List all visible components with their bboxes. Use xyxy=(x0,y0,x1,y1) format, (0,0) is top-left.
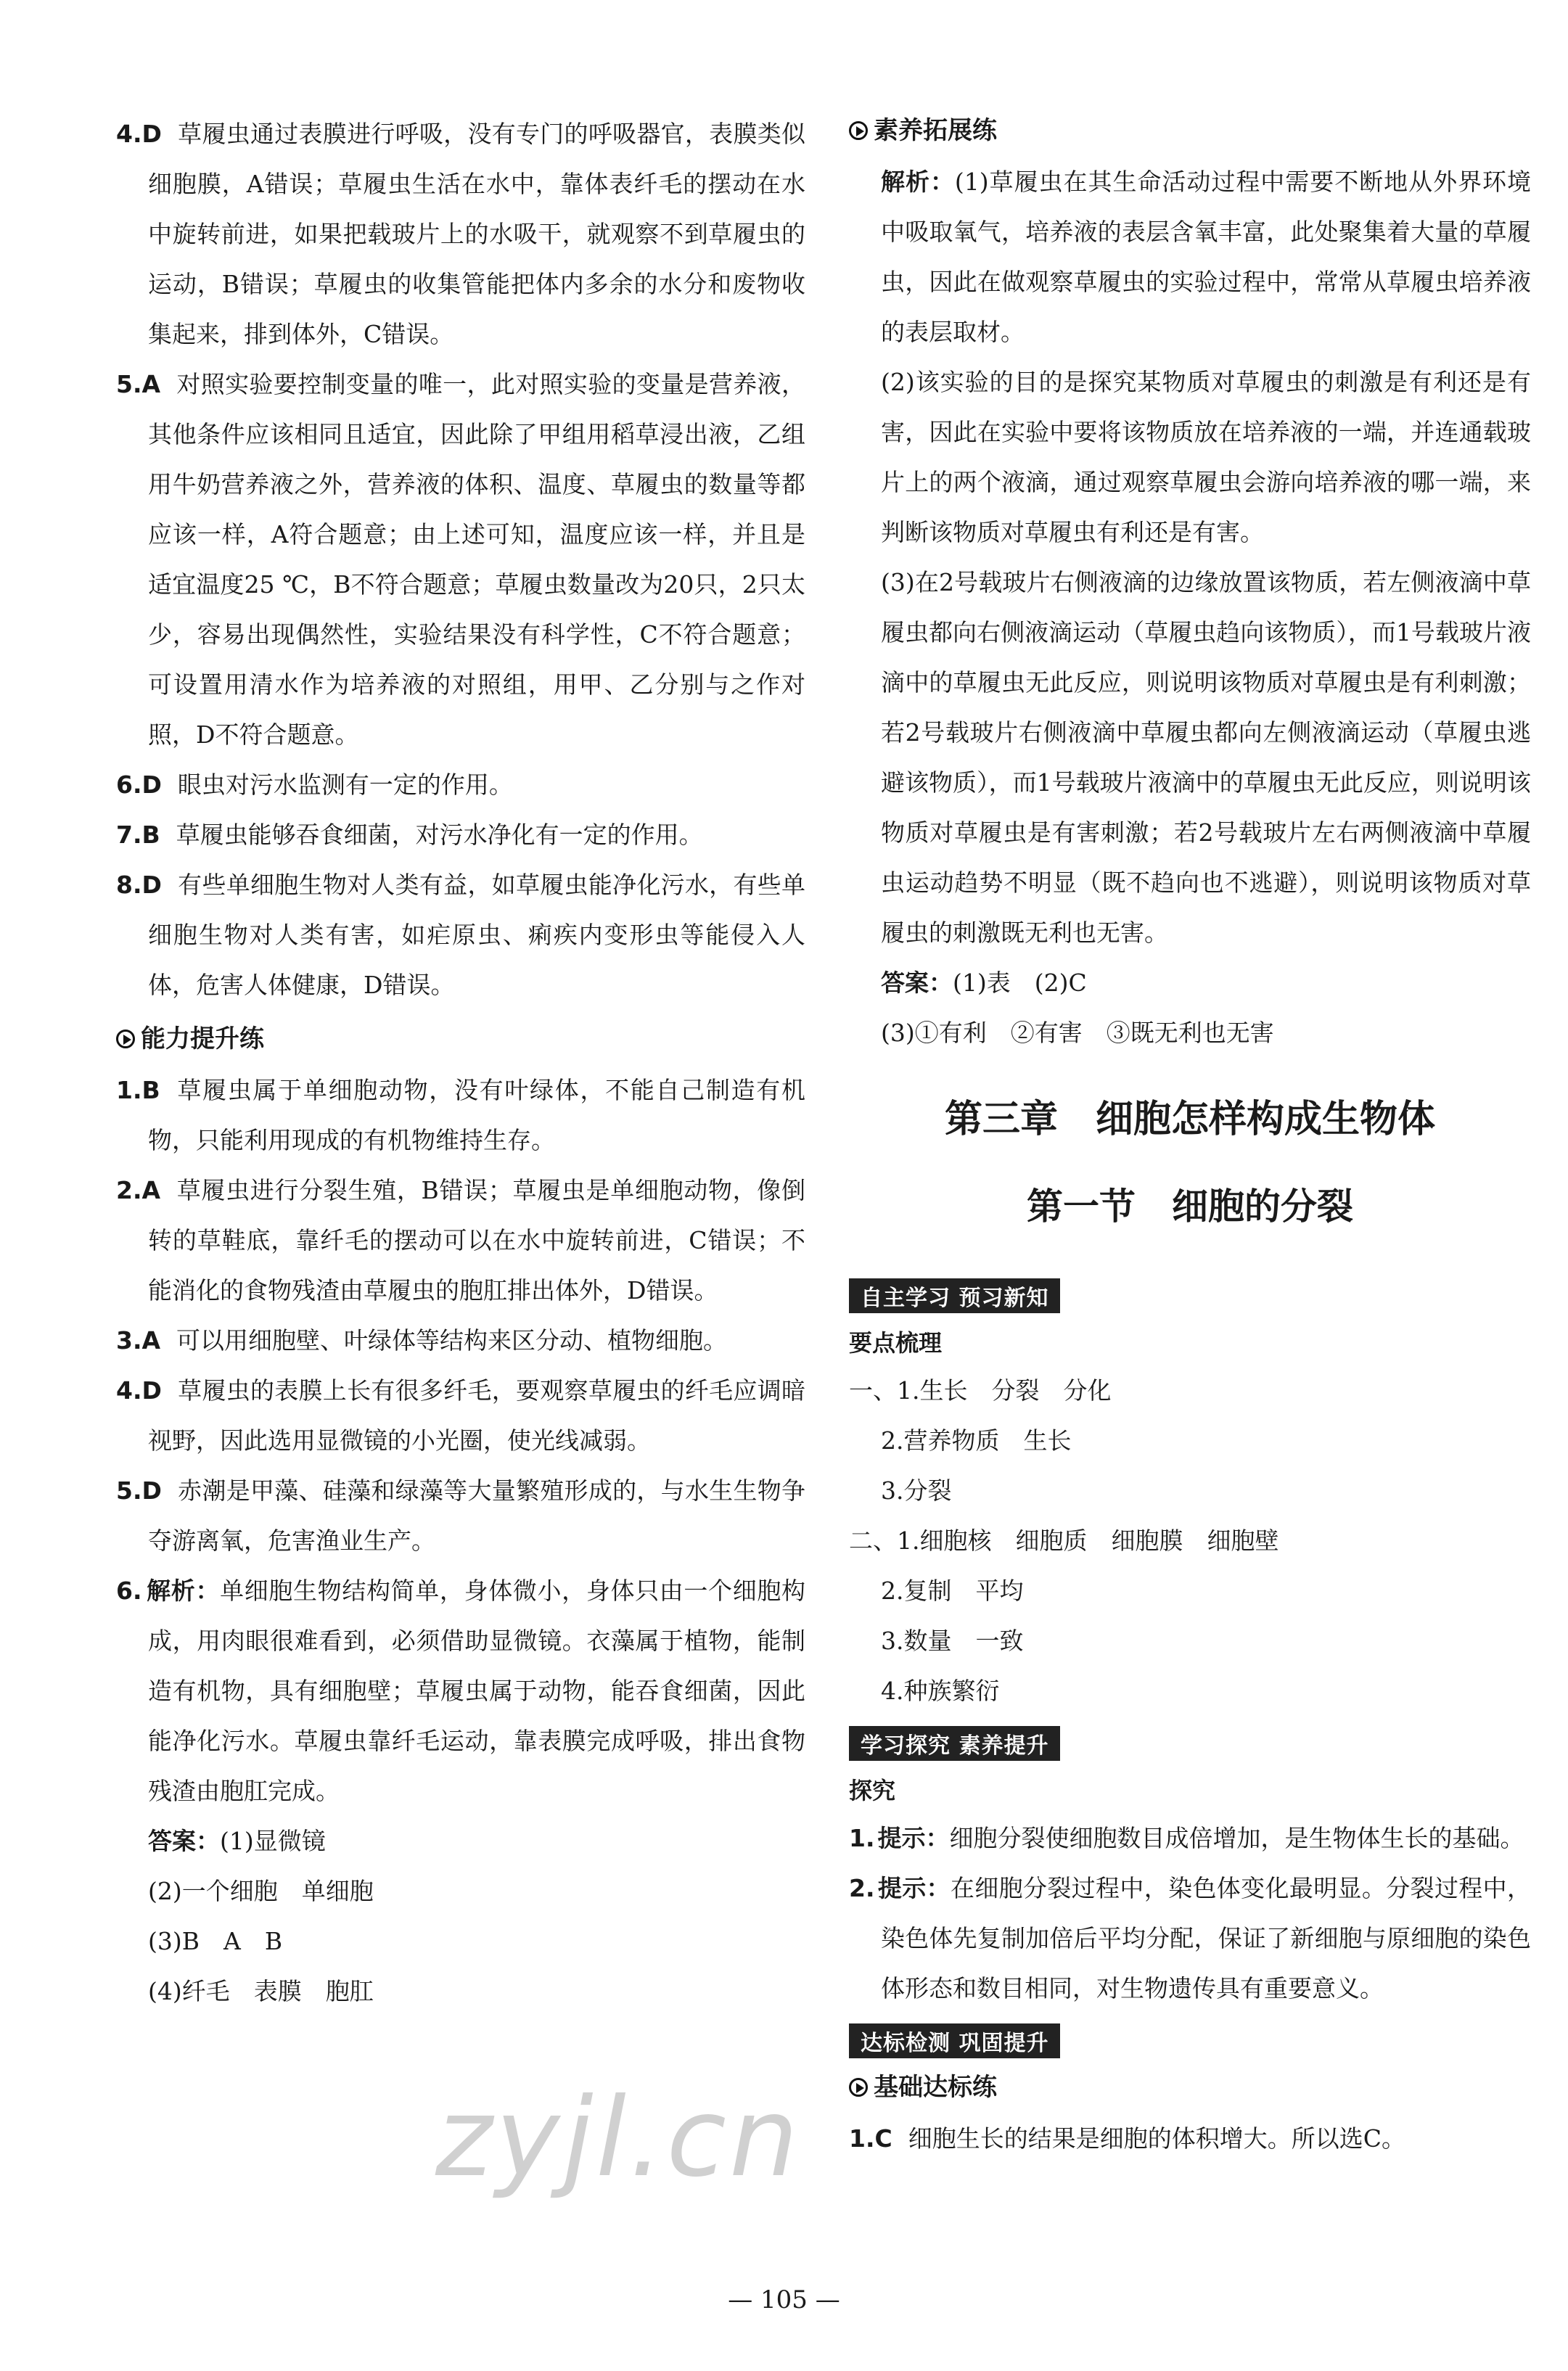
answer-item: 5.D 赤潮是甲藻、硅藻和绿藻等大量繁殖形成的，与水生生物争夺游离氧，危害渔业生产。 xyxy=(116,1476,805,1555)
list-item: 2.营养物质 生长 xyxy=(881,1426,1072,1455)
watermark: zyjl.cn xyxy=(435,2075,802,2201)
left-column xyxy=(116,109,805,2016)
answer-item: 6. 解析：单细胞生物结构简单，身体微小，身体只由一个细胞构成，用肉眼很难看到，必须借助显微镜。衣藻属于植物，能制造有机物，具有细胞壁；草履虫属于动物，能吞食细菌，因此能净化污水。草履虫靠纤毛运动，靠表膜完成呼吸，排出食物残渣由胞肛完成。 xyxy=(116,1577,806,1805)
section-heading: 能力提升练 xyxy=(116,1017,805,1061)
subheading: 探究 xyxy=(849,1777,896,1804)
answer-item: 3.A 可以用细胞壁、叶绿体等结构来区分动、植物细胞。 xyxy=(116,1326,728,1355)
section-title: 第一节 细胞的分裂 xyxy=(1027,1186,1353,1228)
section-heading: 素养拓展练 xyxy=(849,109,1531,152)
list-item: 2.复制 平均 xyxy=(881,1577,1024,1605)
answer-item: 5.A 对照实验要控制变量的唯一，此对照实验的变量是营养液，其他条件应该相同且适宜，因此除了甲组用稻草浸出液，乙组用牛奶营养液之外，营养液的体积、温度、草履虫的数量等都应该一样，A符合题意；由上述可知，温度应该一样，并且是适宜温度25 ℃，B不符合题意；草履虫数量改为20只，2只太少，容易出现偶然性，实验结果没有科学性，C不符合题意；可设置用清水作为培养液的对照组，用甲、乙分别与之作对照，D不符合题意。 xyxy=(116,370,805,749)
play-circle-icon xyxy=(849,121,868,140)
list-item: 二、1.细胞核 细胞质 细胞膜 细胞壁 xyxy=(849,1526,1279,1555)
answer-item: 6.D 眼虫对污水监测有一定的作用。 xyxy=(116,771,513,799)
answer-item: 4.D 草履虫的表膜上长有很多纤毛，要观察草履虫的纤毛应调暗视野，因此选用显微镜的小光圈，使光线减弱。 xyxy=(116,1376,805,1455)
banner-label: 学习探究 素养提升 xyxy=(849,1726,1060,1761)
list-item: 一、1.生长 分裂 分化 xyxy=(849,1376,1112,1405)
answer-item: 7.B 草履虫能够吞食细菌，对污水净化有一定的作用。 xyxy=(116,821,703,849)
list-item: 4.种族繁衍 xyxy=(881,1677,1000,1705)
answer-line: (3)B A B xyxy=(148,1927,283,1955)
section-heading: 基础达标练 xyxy=(849,2066,1531,2109)
answer-item: 1.B 草履虫属于单细胞动物，没有叶绿体，不能自己制造有机物，只能利用现成的有机物维持生存。 xyxy=(116,1076,805,1154)
answer-line: (3)①有利 ②有害 ③既无利也无害 xyxy=(881,1019,1274,1047)
analysis-paragraph: (2)该实验的目的是探究某物质对草履虫的刺激是有利还是有害，因此在实验中要将该物质放在培养液的一端，并连通载玻片上的两个液滴，通过观察草履虫会游向培养液的哪一端，来判断该物质对草履虫有利还是有害。 xyxy=(881,368,1531,546)
answer-line: 答案：(1)显微镜 xyxy=(148,1827,326,1855)
answer-line: (2)一个细胞 单细胞 xyxy=(148,1877,374,1905)
answer-line: (4)纤毛 表膜 胞肛 xyxy=(148,1977,374,2005)
play-circle-icon xyxy=(849,2078,868,2097)
answer-item: 8.D 有些单细胞生物对人类有益，如草履虫能净化污水，有些单细胞生物对人类有害，如疟原虫、痢疾内变形虫等能侵入人体，危害人体健康，D错误。 xyxy=(116,871,805,999)
hint-item: 2. 提示：在细胞分裂过程中，染色体变化最明显。分裂过程中，染色体先复制加倍后平均分配，保证了新细胞与原细胞的染色体形态和数目相同，对生物遗传具有重要意义。 xyxy=(849,1874,1532,2002)
play-circle-icon xyxy=(116,1030,135,1048)
banner-label: 自主学习 预习新知 xyxy=(849,1278,1060,1313)
analysis-paragraph: 解析：(1)草履虫在其生命活动过程中需要不断地从外界环境中吸取氧气，培养液的表层含氧丰富，此处聚集着大量的草履虫，因此在做观察草履虫的实验过程中，常常从草履虫培养液的表层取材。 xyxy=(881,168,1532,346)
answer-item: 2.A 草履虫进行分裂生殖，B错误；草履虫是单细胞动物，像倒转的草鞋底，靠纤毛的摆动可以在水中旋转前进，C错误；不能消化的食物残渣由草履虫的胞肛排出体外，D错误。 xyxy=(116,1176,805,1304)
list-item: 3.分裂 xyxy=(881,1476,952,1505)
hint-item: 1. 提示：细胞分裂使细胞数目成倍增加，是生物体生长的基础。 xyxy=(849,1824,1524,1852)
right-column xyxy=(849,109,1531,2164)
answer-line: 答案：(1)表 (2)C xyxy=(881,969,1087,997)
banner-label: 达标检测 巩固提升 xyxy=(849,2023,1060,2058)
answer-item: 1.C 细胞生长的结果是细胞的体积增大。所以选C。 xyxy=(849,2124,1405,2153)
analysis-paragraph: (3)在2号载玻片右侧液滴的边缘放置该物质，若左侧液滴中草履虫都向右侧液滴运动（草履虫趋向该物质），而1号载玻片液滴中的草履虫无此反应，则说明该物质对草履虫是有利刺激；若2号载玻片右侧液滴中草履虫都向左侧液滴运动（草履虫逃避该物质），而1号载玻片液滴中的草履虫无此反应，则说明该物质对草履虫是有害刺激；若2号载玻片左右两侧液滴中草履虫运动趋势不明显（既不趋向也不逃避），则说明该物质对草履虫的刺激既无利也无害。 xyxy=(881,568,1531,947)
chapter-title: 第三章 细胞怎样构成生物体 xyxy=(944,1098,1435,1141)
page-number: — 105 — xyxy=(728,2285,840,2314)
subheading: 要点梳理 xyxy=(849,1329,943,1357)
list-item: 3.数量 一致 xyxy=(881,1627,1024,1655)
answer-item: 4.D 草履虫通过表膜进行呼吸，没有专门的呼吸器官，表膜类似细胞膜，A错误；草履虫生活在水中，靠体表纤毛的摆动在水中旋转前进，如果把载玻片上的水吸干，就观察不到草履虫的运动，B错误；草履虫的收集管能把体内多余的水分和废物收集起来，排到体外，C错误。 xyxy=(116,120,805,348)
